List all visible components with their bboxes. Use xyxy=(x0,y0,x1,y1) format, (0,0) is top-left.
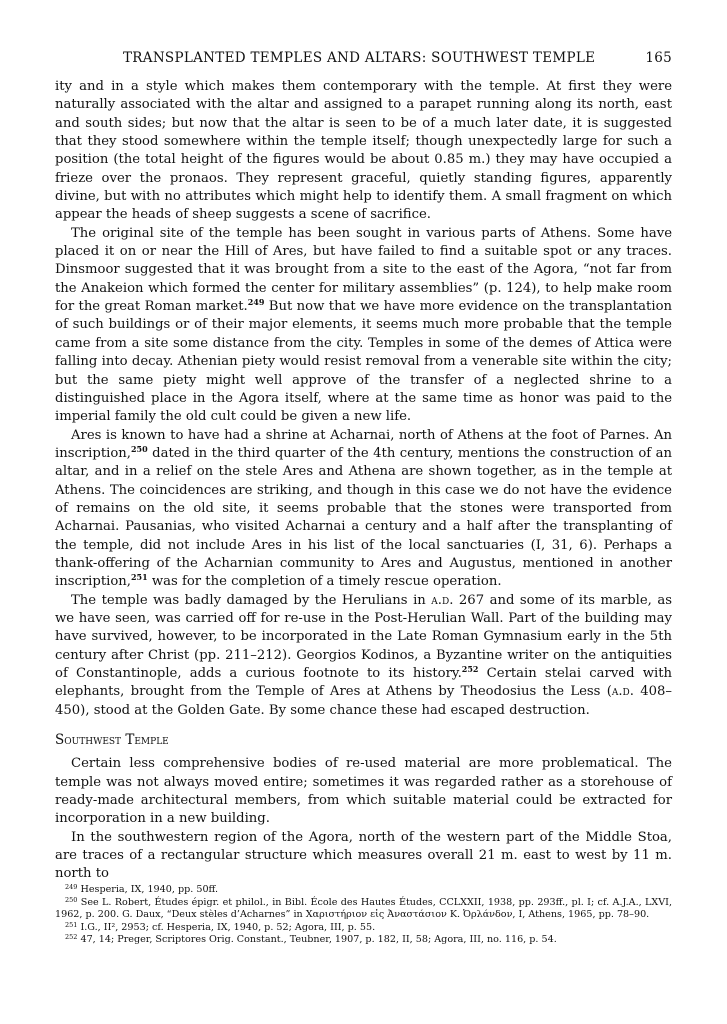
running-header xyxy=(55,50,672,70)
era-abbrev: a.d. xyxy=(611,684,634,700)
footnote-number: 249 xyxy=(65,883,78,891)
footnote-251 xyxy=(55,922,672,935)
paragraph-2-text-a: The original site of the temple has been sought in various parts of Athens. Some have placed it on or near the Hill of Ares, but have failed to find a suitable spot or any traces. Dinsmoor suggested that it was brought from a site to the east of the Agora, “not far from the Anakeion which formed the center for military assemblies” (p. 124), to help make room for the great Roman market. xyxy=(55,225,672,315)
paragraph-3-text-b: dated in the third quarter of the 4th century, mentions the construction of an altar, and in a relief on the stele Ares and Athena are shown together, as in the temple at Athens. The coincidences are striking, and though in this case we do not have the evidence of remains on the old site, it seems probable that the stones were transported from Acharnai. Pausanias, who visited Acharnai a century and a half after the transplanting of the temple, did not include Ares in his list of the local sanctuaries (I, 31, 6). Perhaps a thank-offering of the Acharnian community to Ares and Augustus, mentioned in another inscription, xyxy=(55,445,672,590)
footnote-text: Hesperia, IX, 1940, pp. 50ff. xyxy=(77,884,219,895)
footnote-text: See L. Robert, Études épigr. et philol., in Bibl. École des Hautes Études, CCLXXII, 1938, pp. 293ff., pl. I; cf. A.J.A., LXVI, 1962, p. 200. G. Daux, “Deux stèles d’Acharnes” in Χαριστήριον εἰς Ἀναστάσιον Κ. Ὀρλάνδον, I, Athens, 1965, pp. 78–90. xyxy=(55,896,672,921)
paragraph-3-text-c: was for the completion of a timely rescue operation. xyxy=(147,574,502,590)
footnote-ref-249[interactable]: 249 xyxy=(247,297,265,308)
paragraph-6: In the southwestern region of the Agora, north of the western part of the Middle Stoa, are traces of a rectangular structure which measures overall 21 m. east to west by 11 m. north to xyxy=(55,829,672,882)
running-title: TRANSPLANTED TEMPLES AND ALTARS: SOUTHWEST TEMPLE xyxy=(123,50,596,66)
paragraph-2-text-b: But now that we have more evidence on the transplantation of such buildings or of their major elements, it seems much more probable that the temple came from a site some distance from the city. Temples in some of the demes of Attica were falling into decay. Athenian piety would resist removal from a venerable site within the city; but the same piety might well approve of the transfer of a neglected shrine to a distinguished place in the Agora itself, where at the same time as honor was paid to the imperial family the old cult could be given a new life. xyxy=(55,299,672,425)
paragraph-2 xyxy=(55,225,672,427)
footnote-number: 252 xyxy=(65,933,78,942)
body-text xyxy=(55,78,672,884)
footnotes xyxy=(55,884,672,947)
paragraph-1: ity and in a style which makes them contemporary with the temple. At first they were naturally associated with the altar and assigned to a parapet running along its north, east and south sides; but now that the altar is seen to be of a much later date, it is suggested that they stood somewhere within the temple itself; though unexpectedly large for such a position (the total height of the figures would be about 0.85 m.) they may have occupied a frieze over the pronaos. They represent graceful, quietly standing figures, apparently divine, but with no attributes which might help to identify them. A small fragment on which appear the heads of sheep suggests a scene of sacrifice. xyxy=(55,79,672,223)
paragraph-4-text-a: The temple was badly damaged by the Herulians in xyxy=(71,592,432,608)
footnote-text: I.G., II², 2953; cf. Hesperia, IX, 1940, p. 52; Agora, III, p. 55. xyxy=(77,921,376,933)
page xyxy=(55,50,672,884)
section-heading: Southwest Temple xyxy=(55,732,169,749)
page-number: 165 xyxy=(645,50,672,66)
footnote-ref-251[interactable]: 251 xyxy=(130,572,148,583)
footnote-number: 250 xyxy=(65,895,78,904)
footnote-250 xyxy=(55,897,672,922)
paragraph-3 xyxy=(55,427,672,592)
paragraph-4-text-c: Certain stelai carved with elephants, brought from the Temple of Ares at Athens by Theodosius the Less ( xyxy=(55,666,672,700)
footnote-ref-252[interactable]: 252 xyxy=(461,664,479,674)
footnote-number: 251 xyxy=(65,920,78,929)
footnote-text: 47, 14; Preger, Scriptores Orig. Constant., Teubner, 1907, p. 182, II, 58; Agora, III, no. 116, p. 54. xyxy=(77,934,557,946)
paragraph-4 xyxy=(55,592,672,720)
footnote-252 xyxy=(55,934,672,947)
paragraph-5: Certain less comprehensive bodies of re-used material are more problematical. The temple was not always moved entire; sometimes it was regarded rather as a storehouse of ready-made architectural members, from which suitable material could be extracted for incorporation in a new building. xyxy=(55,756,672,827)
paragraph-4-text-d: 408–450), stood at the Golden Gate. By some chance these had escaped destruction. xyxy=(55,684,672,718)
paragraph-4-text-b: 267 and some of its marble, as we have seen, was carried off for re-use in the Post-Herulian Wall. Part of the building may have survived, however, to be incorporated in the Late Roman Gymnasium early in the 5th century after Christ (pp. 211–212). Georgios Kodinos, a Byzantine writer on the antiquities of Constantinople, adds a curious footnote to its history. xyxy=(55,592,673,681)
footnote-ref-250[interactable]: 250 xyxy=(130,443,148,454)
paragraph-3-text-a: Ares is known to have had a shrine at Acharnai, north of Athens at the foot of Parnes. An inscription, xyxy=(55,427,672,461)
era-abbrev: a.d. xyxy=(431,592,454,608)
footnote-249 xyxy=(55,884,672,897)
